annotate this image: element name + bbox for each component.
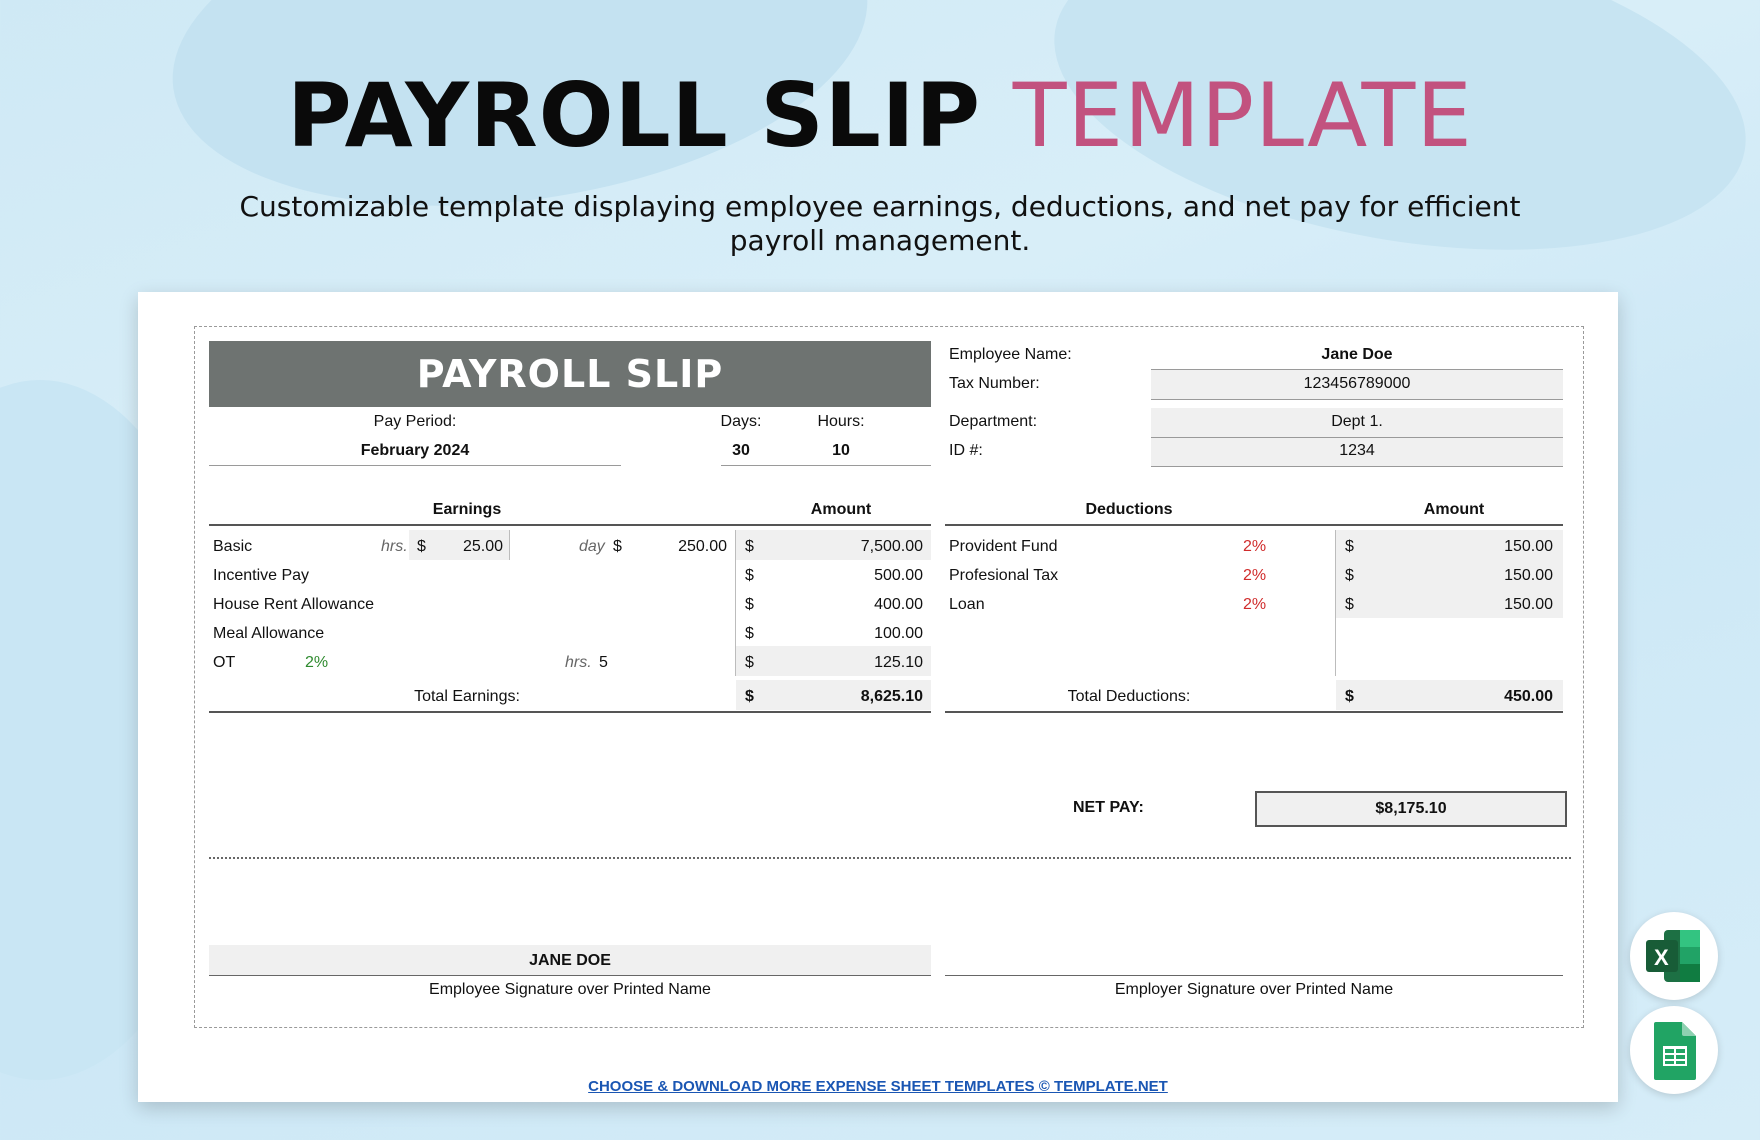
id-label: ID #: — [949, 442, 983, 459]
currency-symbol: $ — [1345, 688, 1354, 705]
deduction-amount: 150.00 — [1504, 596, 1553, 613]
total-earnings-label: Total Earnings: — [414, 688, 520, 705]
divider — [209, 711, 931, 713]
earning-amount: 500.00 — [874, 567, 923, 584]
currency-symbol: $ — [1345, 596, 1354, 613]
divider — [209, 465, 621, 466]
currency-symbol: $ — [1345, 538, 1354, 555]
deduction-percent: 2% — [1243, 538, 1267, 555]
employee-signature-caption: Employee Signature over Printed Name — [429, 981, 711, 998]
deduction-amount: 150.00 — [1504, 567, 1553, 584]
hours-value: 10 — [832, 442, 850, 459]
hours-label: Hours: — [817, 413, 865, 430]
currency-symbol: $ — [1345, 567, 1354, 584]
tax-number-value: 123456789000 — [1303, 375, 1411, 392]
currency-symbol: $ — [745, 567, 754, 584]
earning-amount: 100.00 — [874, 625, 923, 642]
page-subtitle: Customizable template displaying employee earnings, deductions, and net pay for efficient payroll management. — [239, 190, 1521, 257]
payroll-slip-card — [138, 292, 1618, 1102]
hrs-label: hrs. — [381, 538, 408, 555]
net-pay-value: $8,175.10 — [1255, 791, 1567, 827]
divider — [945, 524, 1563, 526]
currency-symbol: $ — [745, 688, 754, 705]
net-pay-label: NET PAY: — [1073, 799, 1144, 816]
ot-hrs-label: hrs. — [565, 654, 592, 671]
sheets-app-badge[interactable] — [1630, 1006, 1718, 1094]
deduction-percent: 2% — [1243, 596, 1267, 613]
currency-symbol: $ — [745, 625, 754, 642]
total-deductions-value: 450.00 — [1504, 688, 1553, 705]
pay-period-label: Pay Period: — [373, 413, 457, 430]
currency-symbol: $ — [745, 654, 754, 671]
tax-number-label: Tax Number: — [949, 375, 1040, 392]
department-value: Dept 1. — [1331, 413, 1383, 430]
total-earnings-value: 8,625.10 — [860, 688, 923, 705]
earning-label: Basic — [213, 538, 253, 555]
divider — [945, 711, 1563, 713]
deduction-amount: 150.00 — [1504, 538, 1553, 555]
days-value: 30 — [732, 442, 750, 459]
deduction-label: Loan — [949, 596, 985, 613]
deductions-header: Deductions — [1085, 501, 1173, 518]
payroll-sheet — [194, 326, 1584, 1028]
earning-amount: 7,500.00 — [860, 538, 923, 555]
department-label: Department: — [949, 413, 1038, 430]
excel-app-badge[interactable] — [1630, 912, 1718, 1000]
deduction-label: Provident Fund — [949, 538, 1058, 555]
divider — [209, 524, 931, 526]
earnings-header: Earnings — [432, 501, 502, 518]
id-value: 1234 — [1339, 442, 1375, 459]
ot-percent: 2% — [305, 654, 329, 671]
divider — [1151, 466, 1563, 467]
excel-icon — [1630, 912, 1718, 1000]
divider — [721, 465, 931, 466]
download-templates-link[interactable]: CHOOSE & DOWNLOAD MORE EXPENSE SHEET TEMPLATES © TEMPLATE.NET — [588, 1078, 1168, 1095]
employee-name-label: Employee Name: — [949, 346, 1072, 363]
earning-amount: 400.00 — [874, 596, 923, 613]
earning-label: Meal Allowance — [213, 625, 325, 642]
deduction-label: Profesional Tax — [949, 567, 1059, 584]
google-sheets-icon — [1630, 1006, 1718, 1094]
total-deductions-label: Total Deductions: — [1067, 688, 1191, 705]
currency-symbol: $ — [613, 538, 622, 555]
employee-name-value: Jane Doe — [1321, 346, 1393, 363]
signature-line — [209, 975, 931, 976]
deduction-percent: 2% — [1243, 567, 1267, 584]
page-title — [0, 64, 1760, 167]
earning-label: OT — [213, 654, 236, 671]
day-label: day — [579, 538, 605, 555]
ot-hours: 5 — [599, 654, 608, 671]
days-label: Days: — [720, 413, 762, 430]
employer-signature-caption: Employer Signature over Printed Name — [1114, 981, 1394, 998]
rate-per-day: 250.00 — [678, 538, 727, 555]
earning-amount: 125.10 — [874, 654, 923, 671]
title-main: PAYROLL SLIP — [287, 64, 982, 167]
title-accent: TEMPLATE — [1012, 64, 1473, 167]
earning-label: Incentive Pay — [213, 567, 310, 584]
currency-symbol: $ — [745, 596, 754, 613]
separator — [209, 857, 1571, 859]
divider — [1151, 399, 1563, 400]
excel-letter: X — [1654, 945, 1669, 970]
slip-heading: PAYROLL SLIP — [209, 341, 931, 407]
employee-printed-name: JANE DOE — [529, 952, 611, 969]
deductions-amount-header: Amount — [1423, 501, 1485, 518]
earning-label: House Rent Allowance — [213, 596, 374, 613]
divider — [509, 530, 510, 560]
signature-line — [945, 975, 1563, 976]
earnings-amount-header: Amount — [810, 501, 872, 518]
currency-symbol: $ — [745, 538, 754, 555]
currency-symbol: $ — [417, 538, 426, 555]
pay-period-value: February 2024 — [360, 442, 470, 459]
rate-per-hour: 25.00 — [462, 538, 503, 555]
